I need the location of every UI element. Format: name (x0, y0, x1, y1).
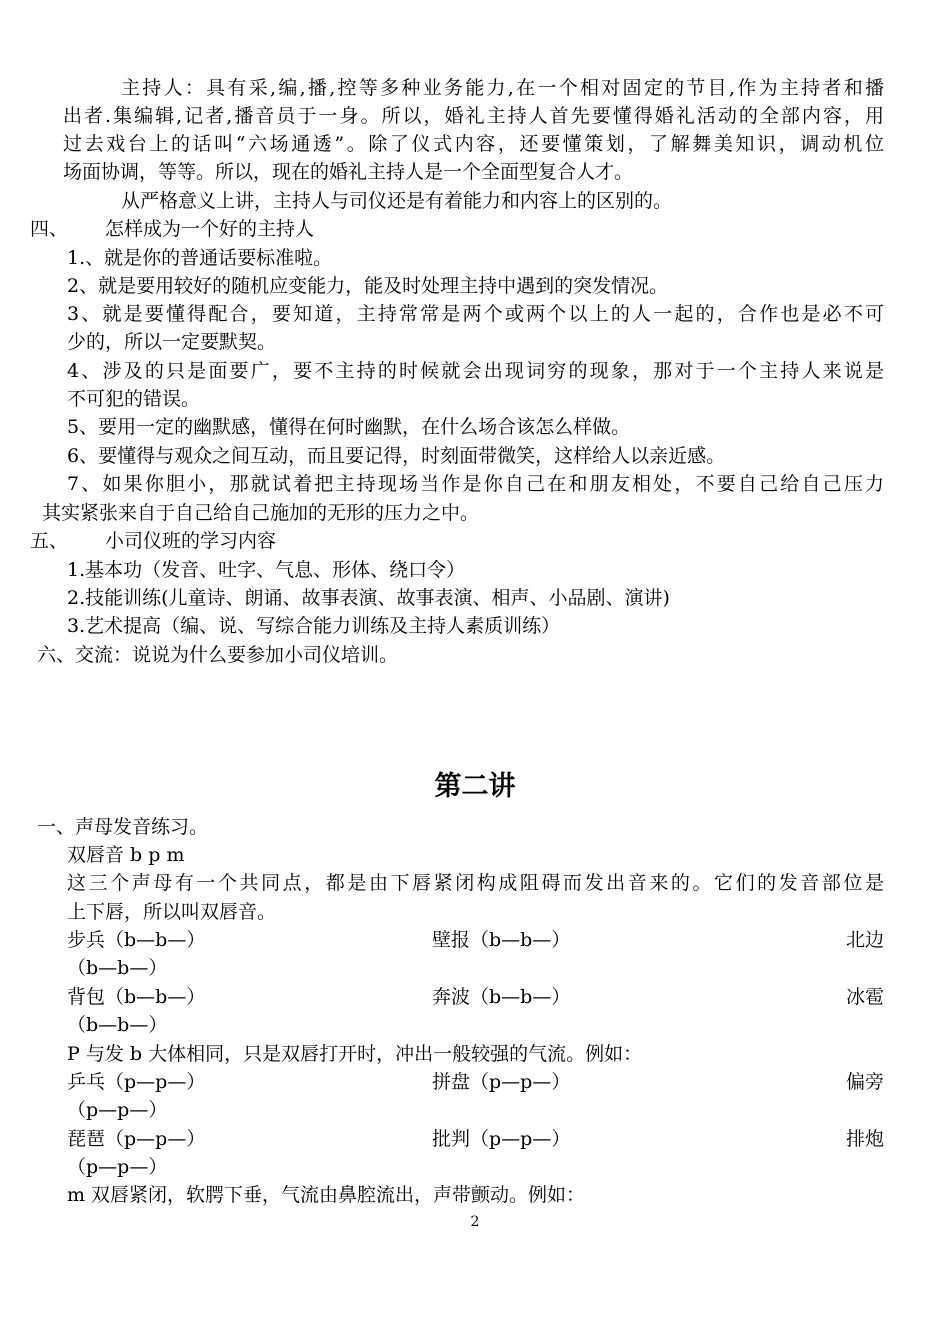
example-word: 奔波（b—b—） (432, 986, 571, 1008)
section-heading: 一、声母发音练习。 (37, 816, 209, 838)
para-line: 上下唇，所以叫双唇音。 (67, 901, 277, 923)
example-word: 北边 (845, 929, 884, 951)
list-item: 3、就是要懂得配合，要知道，主持常常是两个或两个以上的人一起的，合作也是必不可 (67, 303, 884, 325)
para-line: 出者.集编辑,记者,播音员于一身。所以，婚礼主持人首先要懂得婚礼活动的全部内容，用 (63, 105, 884, 127)
example-word: 琵琶（p—p—） (67, 1128, 206, 1150)
list-item: 2、就是要用较好的随机应变能力，能及时处理主持中遇到的突发情况。 (67, 275, 669, 297)
example-word: 排炮 (845, 1128, 884, 1150)
list-item: 4、涉及的只是面要广，要不主持的时候就会出现词穷的现象，那对于一个主持人来说是 (67, 360, 884, 382)
page-number: 2 (470, 1214, 480, 1230)
para-text: 主持人：具有采,编,播,控等多种业务能力,在一个相对固定的节目,作为主持者和播 (121, 77, 884, 99)
section-heading: 六、交流：说说为什么要参加小司仪培训。 (37, 644, 399, 666)
list-item: 7、如果你胆小，那就试着把主持现场当作是你自己在和朋友相处，不要自己给自己压力 (67, 473, 884, 495)
example-word: 背包（b—b—） (67, 986, 206, 1008)
example-word: 偏旁 (845, 1071, 884, 1093)
lecture-title: 第二讲 (434, 771, 516, 802)
example-word: 拼盘（p—p—） (432, 1071, 571, 1093)
list-item: 6、要懂得与观众之间互动，而且要记得，时刻面带微笑，这样给人以亲近感。 (67, 445, 726, 467)
example-word: （p—p—） (67, 1156, 168, 1178)
para-line: 过去戏台上的话叫“六场通透”。除了仪式内容，还要懂策划，了解舞美知识，调动机位 (63, 133, 884, 155)
example-word: 批判（p—p—） (432, 1128, 571, 1150)
example-word: （p—p—） (67, 1099, 168, 1121)
bilabial-line: 双唇音 b p m (67, 844, 185, 866)
section-heading: 怎样成为一个好的主持人 (105, 218, 315, 240)
list-item: 3.艺术提高（编、说、写综合能力训练及主持人素质训练） (67, 615, 561, 637)
para-line: P 与发 b 大体相同，只是双唇打开时，冲出一般较强的气流。例如： (67, 1043, 643, 1065)
example-word: 步兵（b—b—） (67, 929, 206, 951)
para-line: 场面协调，等等。所以，现在的婚礼主持人是一个全面型复合人才。 (63, 161, 634, 183)
list-item: 5、要用一定的幽默感，懂得在何时幽默，在什么场合该怎么样做。 (67, 416, 631, 438)
list-item: 不可犯的错误。 (67, 388, 201, 410)
para-line: 这三个声母有一个共同点，都是由下唇紧闭构成阻碍而发出音来的。它们的发音部位是 (67, 872, 884, 894)
list-item: 1.、就是你的普通话要标准啦。 (67, 247, 333, 269)
example-word: 冰雹 (845, 986, 884, 1008)
list-item: 2.技能训练(儿童诗、朗诵、故事表演、故事表演、相声、小品剧、演讲) (67, 587, 670, 609)
list-item: 1.基本功（发音、吐字、气息、形体、绕口令） (67, 559, 466, 581)
example-word: （b—b—） (67, 957, 168, 979)
list-item: 其实紧张来自于自己给自己施加的无形的压力之中。 (42, 502, 480, 524)
section-number: 五、 (30, 530, 69, 552)
section-number: 四、 (30, 218, 69, 240)
example-word: 乒乓（p—p—） (67, 1071, 206, 1093)
example-word: 壁报（b—b—） (432, 929, 571, 951)
para-line: 从严格意义上讲，主持人与司仪还是有着能力和内容上的区别的。 (121, 190, 673, 212)
para-line (121, 74, 884, 102)
para-line: m 双唇紧闭，软腭下垂，气流由鼻腔流出，声带颤动。例如： (67, 1184, 586, 1206)
list-item: 少的，所以一定要默契。 (67, 331, 277, 353)
section-heading: 小司仪班的学习内容 (105, 530, 277, 552)
example-word: （b—b—） (67, 1014, 168, 1036)
